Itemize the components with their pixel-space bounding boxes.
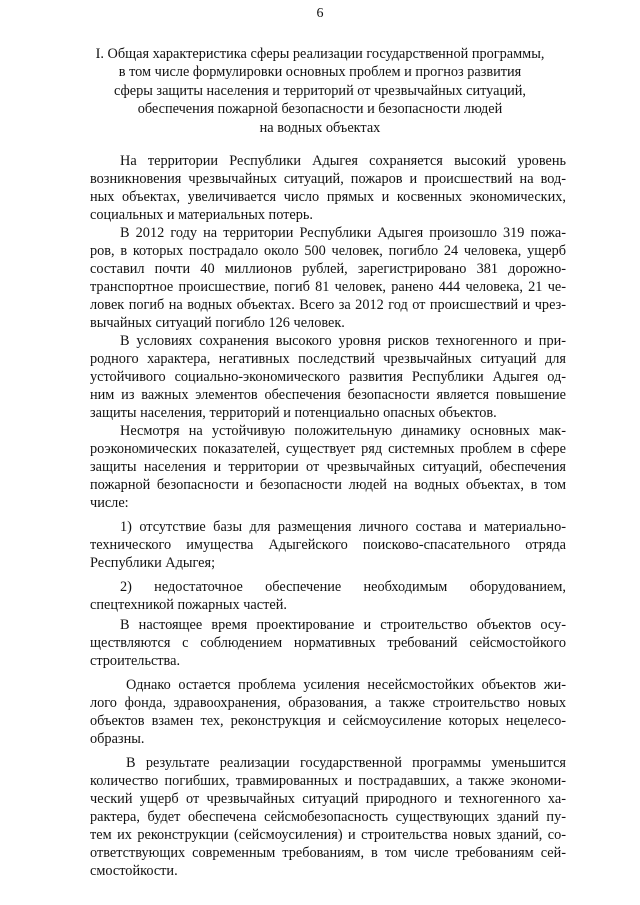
text-line: В результате реализации государственной программы уменьшится [126,755,566,771]
list-item-1 [90,518,566,572]
paragraph-systemic-problems [90,422,566,512]
text-line: социальных и материальных потерь. [90,207,313,223]
text-line: пожарной безопасности и безопасности людей на водных объектах, в том [90,477,566,493]
text-line: ловек погиб на водных объектах. Всего за 2012 год от происшествий и чрез- [90,297,566,313]
heading-line: в том числе формулировки основных проблем и прогноз развития [118,64,522,81]
text-line: ров, в которых пострадало около 500 человек, погибло 24 человека, ущерб [90,243,566,259]
text-line: ществляются с соблюдением нормативных требований сейсмостойкого [90,635,566,651]
text-line: защиты населения, территорий и потенциально опасных объектов. [90,405,497,421]
paragraph-seismic-construction [90,616,566,670]
heading-line: I. Общая характеристика сферы реализации государственной программы, [95,46,545,62]
page-number: 6 [316,6,324,21]
text-line: ним из важных элементов обеспечения безопасности является повышение [90,387,566,403]
text-line: В условиях сохранения высокого уровня рисков техногенного и при- [120,333,566,349]
section-heading [60,45,580,137]
text-line: На территории Республики Адыгея сохраняется высокий уровень [120,153,566,169]
paragraph-program-results [90,754,566,880]
text-line: тем их реконструкции (сейсмоусиления) и строительства новых зданий, со- [90,827,566,843]
text-line: составил почти 40 миллионов рублей, зарегистрировано 381 дорожно- [90,261,566,277]
text-line: возникновения чрезвычайных ситуаций, пожаров и происшествий на вод- [90,171,566,187]
heading-line: на водных объектах [259,119,381,136]
list-item-2 [90,578,566,614]
text-line: ных объектах, увеличивается число прямых и косвенных экономических, [90,189,566,205]
text-line: числе: [90,495,129,511]
document-body [90,152,566,880]
text-line: объектов взамен тех, реконструкция и сейсмоусиление которых нецелесо- [90,713,566,729]
text-line: ческий ущерб от чрезвычайных ситуаций природного и техногенного ха- [90,791,566,807]
text-line: транспортное происшествие, погиб 81 человек, ранено 444 человека, 21 че- [90,279,566,295]
text-line: родного характера, негативных последствий чрезвычайных ситуаций для [90,351,566,367]
text-line: смостойкости. [90,863,178,879]
text-line: ответствующих современным требованиям, в том числе требованиям сей- [90,845,566,861]
text-line: Несмотря на устойчивую положительную динамику основных мак- [120,423,566,439]
text-line: вычайных ситуаций погибло 126 человек. [90,315,345,331]
heading-line: сферы защиты населения и территорий от чрезвычайных ситуаций, [113,82,527,99]
text-line: Однако остается проблема усиления несейсмостойких объектов жи- [126,677,566,693]
paragraph-seismic-problem [90,676,566,748]
paragraph-risk-conditions [90,332,566,422]
text-line: лого фонда, здравоохранения, образования, а также строительство новых [90,695,566,711]
text-line: Республики Адыгея; [90,555,216,571]
text-line: В настоящее время проектирование и строительство объектов осу- [120,617,566,633]
paragraph-risk-level [90,152,566,224]
text-line: 1) отсутствие базы для размещения личного состава и материально- [120,519,566,535]
text-line: количество погибших, травмированных и пострадавших, а также экономи- [90,773,566,789]
text-line: В 2012 году на территории Республики Адыгея произошло 319 пожа- [120,225,566,241]
text-line: образны. [90,731,145,747]
text-line: 2) недостаточное обеспечение необходимым оборудованием, [120,579,566,595]
paragraph-2012-statistics [90,224,566,332]
heading-line: обеспечения пожарной безопасности и безопасности людей [137,101,503,118]
text-line: строительства. [90,653,181,669]
text-line: технического имущества Адыгейского поисково-спасательного отряда [90,537,566,553]
text-line: рактера, будет обеспечена сейсмобезопасность существующих зданий пу- [90,809,566,825]
text-line: устойчивого социально-экономического развития Республики Адыгея од- [90,369,566,385]
text-line: защиты населения и территории от чрезвычайных ситуаций, обеспечения [90,459,566,475]
text-line: спецтехникой пожарных частей. [90,597,287,613]
text-line: роэкономических показателей, существует ряд системных проблем в сфере [90,441,566,457]
